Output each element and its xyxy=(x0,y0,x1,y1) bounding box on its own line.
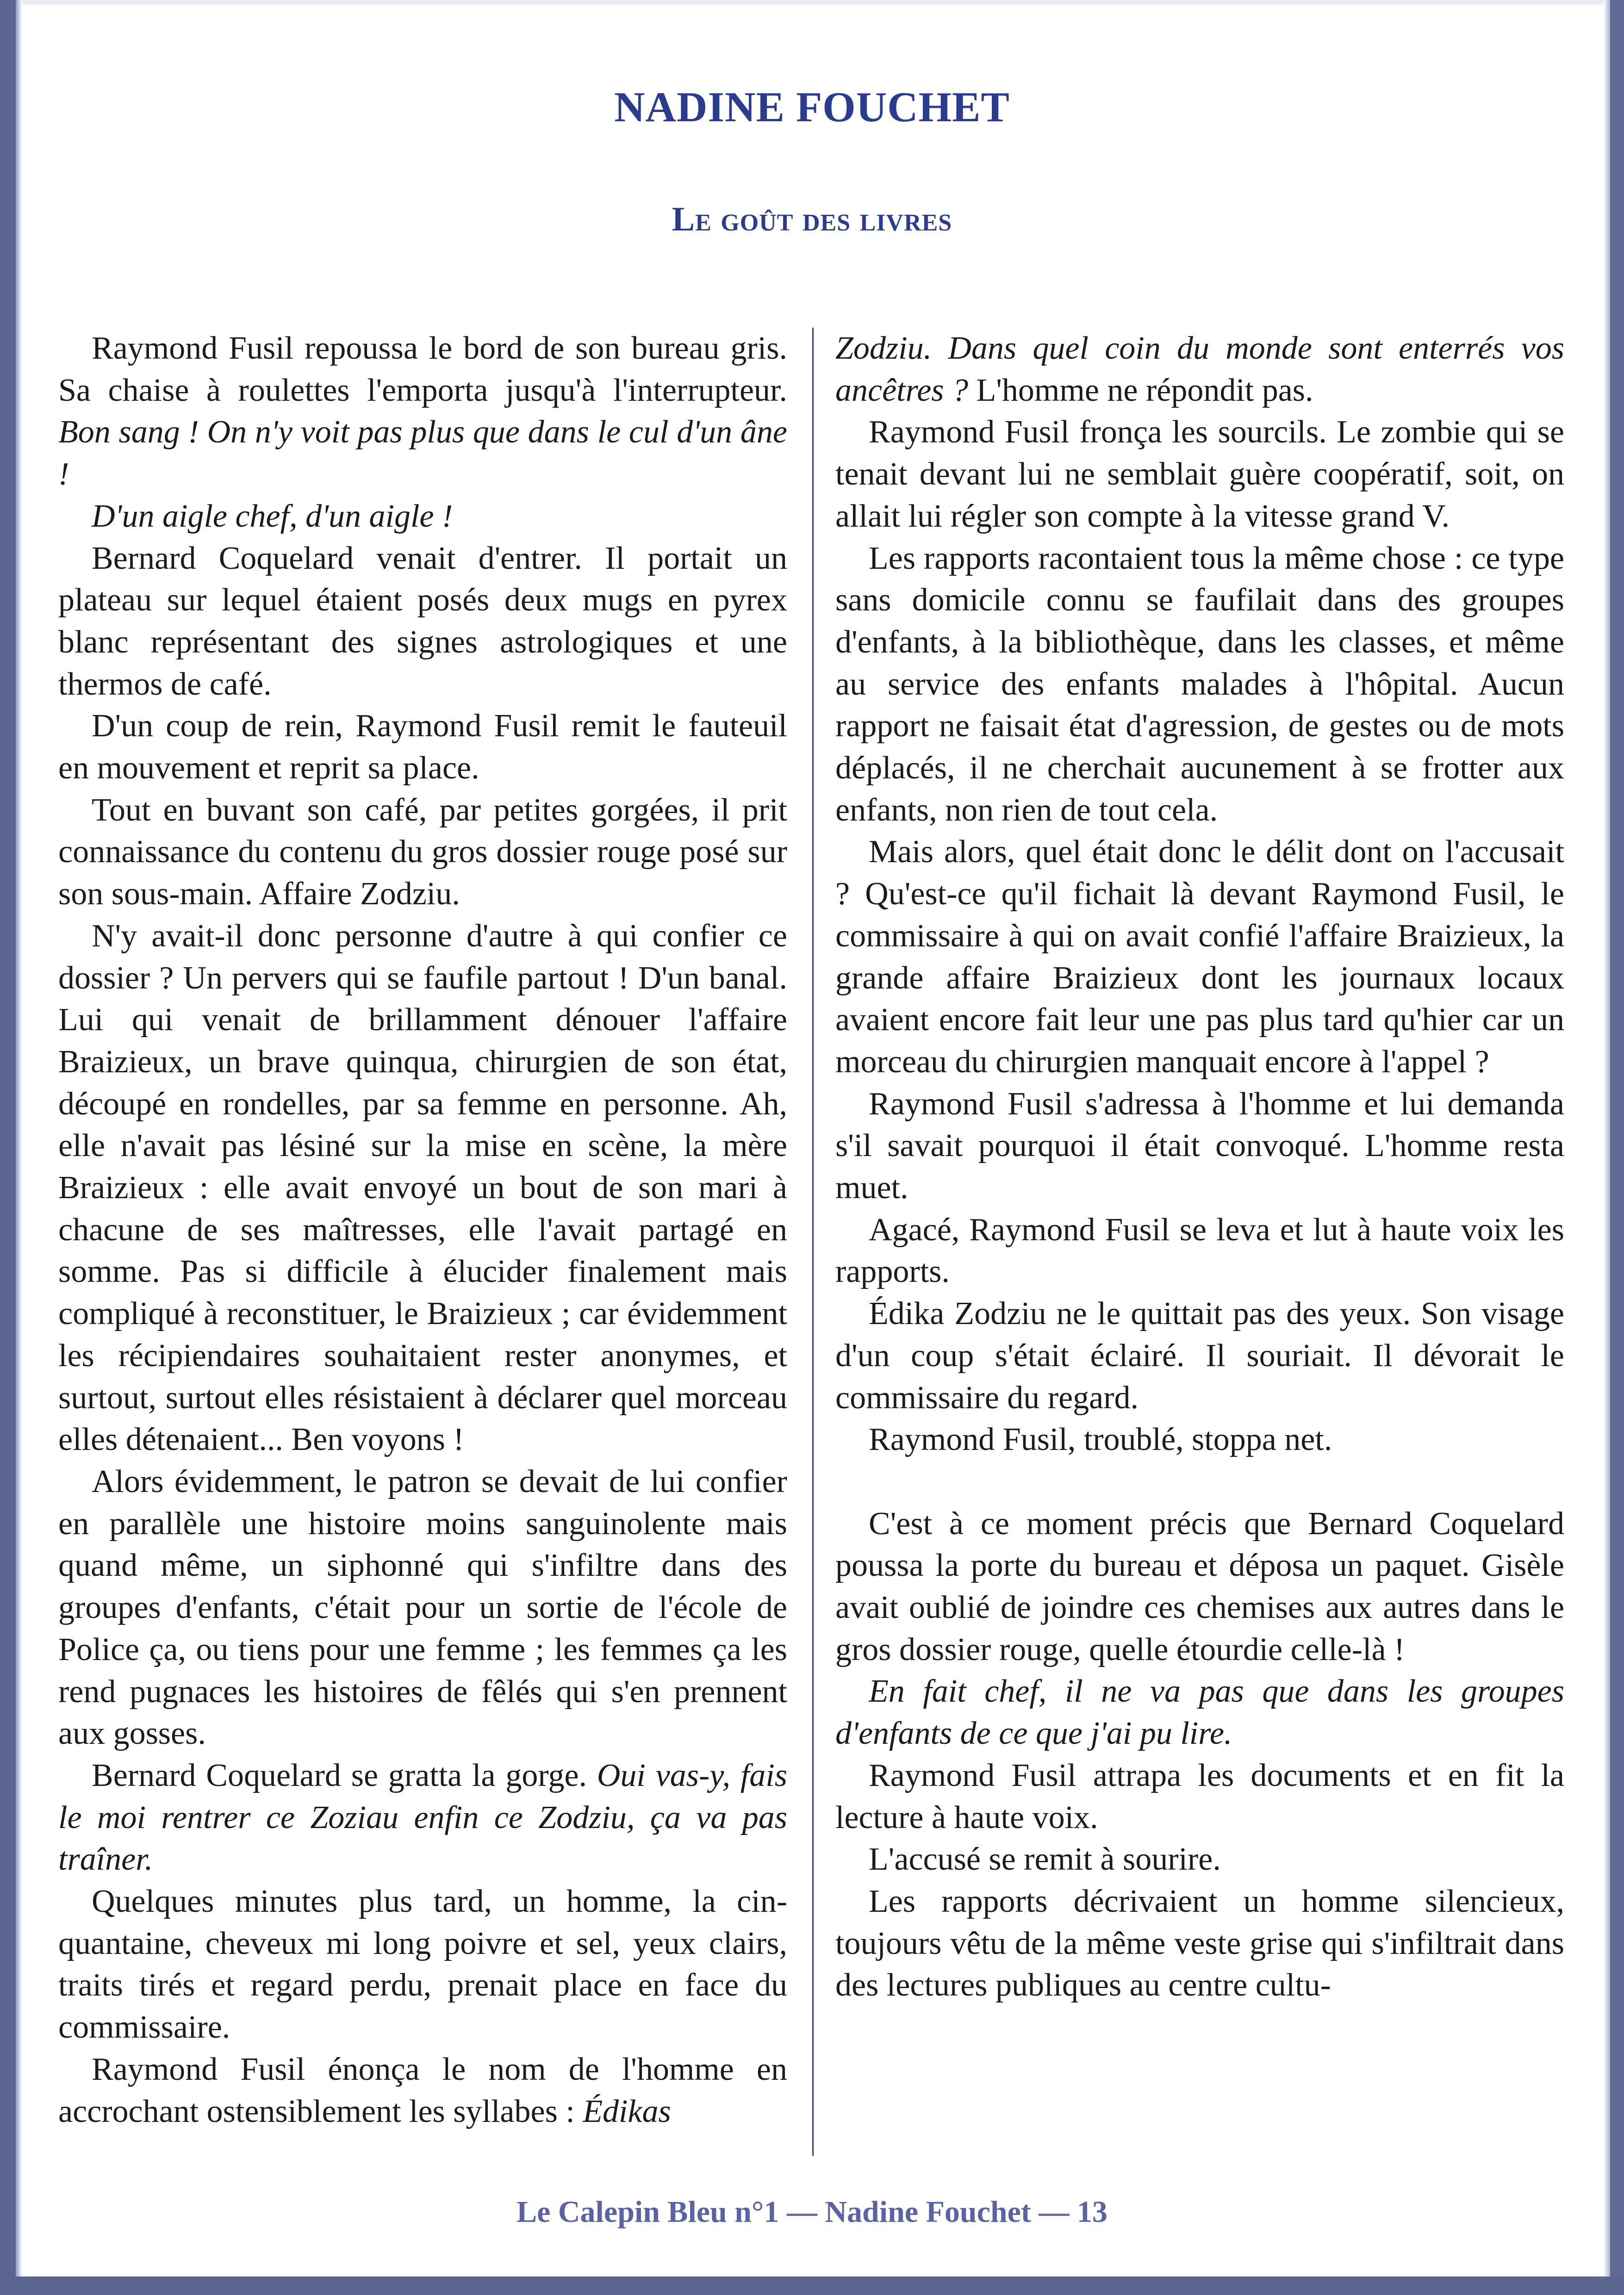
author-name: NADINE FOUCHET xyxy=(614,83,1010,131)
paragraph xyxy=(835,1461,1564,1503)
paragraph: Mais alors, quel était donc le délit dont on l'accusait ? Qu'est-ce qu'il fichait là devant Raymond Fusil, le commissaire à qui on avait confié l'affaire Braizieux, la grande affaire Braizieux dont les journaux locaux avaient encore fait leur une pas plus tard qu'hier car un morceau du chirurgien manquait encore à l'appel ? xyxy=(835,834,1564,1080)
paragraph: L'accusé se remit à sourire. xyxy=(869,1841,1221,1878)
column-divider xyxy=(812,328,814,2156)
paragraph: Agacé, Raymond Fusil se leva et lut à haute voix les rapports. xyxy=(835,1212,1564,1290)
paragraph: Zodziu. Dans quel coin du monde sont enterrés vos ancêtres ? L'homme ne répondit pas. xyxy=(835,330,1564,408)
paragraph: Raymond Fusil fronça les sourcils. Le zombie qui se tenait devant lui ne semblait guère coopératif, soit, on allait lui régler son compte à la vitesse grand V. xyxy=(835,414,1564,534)
paragraph: Les rapports racontaient tous la même chose : ce type sans domicile connu se faufilait dans des groupes d'enfants, à la bibliothèque, dans les classes, et même au service des enfants malades à l'hôpital. Aucun rapport ne faisait état d'agression, de gestes ou de mots déplacés, il ne cherchait aucunement à se frotter aux enfants, non rien de tout cela. xyxy=(835,540,1564,828)
paragraph: Tout en buvant son café, par petites gorgées, il prit connaissance du contenu du gros dossier rouge posé sur son sous-main. Affaire Zodziu. xyxy=(58,792,787,912)
paragraph: Raymond Fusil repoussa le bord de son bureau gris. Sa chaise à roulettes l'emporta jusqu'à l'interrupteur. Bon sang ! On n'y voit pas plus que dans le cul d'un âne ! xyxy=(58,330,787,492)
page-frame-left-shade xyxy=(16,0,22,2295)
paragraph: Raymond Fusil attrapa les documents et en fit la lecture à haute voix. xyxy=(835,1757,1564,1835)
paragraph: N'y avait-il donc personne d'autre à qui confier ce dossier ? Un pervers qui se faufile partout ! D'un banal. Lui qui venait de brillamment dénouer l'affaire Braizieux, un brave quinqua, chirurgien de son état, découpé en rondelles, par sa femme en personne. Ah, elle n'avait pas lésiné sur la mise en scène, la mère Braizieux : elle avait envoyé un bout de son mari à chacune de ses maîtresses, elle l'avait partagé en somme. Pas si difficile à élucider finalement mais compliqué à reconstituer, le Braizieux ; car évidemment les récipiendaires souhaitaient rester anonymes, et surtout, surtout elles résistaient à déclarer quel morceau elles détenaient... Ben voyons ! xyxy=(58,918,787,1458)
page-frame-left xyxy=(0,0,16,2295)
paragraph: Raymond Fusil énonça le nom de l'homme en accrochant ostensiblement les syllabes : Édikas xyxy=(58,2051,787,2129)
page-frame-right xyxy=(1610,0,1624,2295)
page-frame-right-shade xyxy=(1604,0,1610,2295)
paragraph: En fait chef, il ne va pas que dans les groupes d'enfants de ce que j'ai pu lire. xyxy=(835,1673,1564,1752)
paragraph: Raymond Fusil s'adressa à l'homme et lui demanda s'il savait pourquoi il était convoqué. L'homme resta muet. xyxy=(835,1086,1564,1206)
page-footer: Le Calepin Bleu n°1 — Nadine Fouchet — 13 xyxy=(516,2195,1108,2229)
paragraph: C'est à ce moment précis que Bernard Coquelard poussa la porte du bureau et déposa un paquet. Gisèle avait oublié de joindre ces chemises aux autres dans le gros dossier rouge, quelle étourdie celle-là ! xyxy=(835,1505,1564,1667)
story-title: Le goût des livres xyxy=(672,200,952,238)
paragraph: D'un aigle chef, d'un aigle ! xyxy=(92,498,453,534)
page-top-edge xyxy=(0,0,1624,5)
paragraph: Raymond Fusil, troublé, stoppa net. xyxy=(869,1422,1332,1458)
paragraph: Bernard Coquelard venait d'entrer. Il portait un plateau sur lequel étaient posés deux mugs en pyrex blanc représentant des signes astrologiques et une thermos de café. xyxy=(58,540,787,702)
page-frame-bottom xyxy=(0,2276,1624,2295)
paragraph: Bernard Coquelard se gratta la gorge. Oui vas-y, fais le moi rentrer ce Zoziau enfin ce Zodziu, ça va pas traîner. xyxy=(58,1757,788,1878)
paragraph: Quelques minutes plus tard, un homme, la cinquantaine, cheveux mi long poivre et sel, yeux clairs, traits tirés et regard perdu, prenait place en face du commissaire. xyxy=(58,1884,787,2046)
paragraph: Édika Zodziu ne le quittait pas des yeux. Son visage d'un coup s'était éclairé. Il souriait. Il dévorait le commissaire du regard. xyxy=(835,1296,1564,1416)
text-column-left xyxy=(58,328,787,2133)
paragraph: Alors évidemment, le patron se devait de lui confier en parallèle une histoire moins sanguinolente mais quand même, un siphonné qui s'infiltre dans des groupes d'enfants, c'était pour un sortie de l'école de Police ça, ou tiens pour une femme ; les femmes ça les rend pugnaces les histoires de fêlés qui s'en prennent aux gosses. xyxy=(58,1463,787,1752)
paragraph: D'un coup de rein, Raymond Fusil remit le fauteuil en mouvement et reprit sa place. xyxy=(58,708,787,786)
paragraph: Les rapports décrivaient un homme silencieux, toujours vêtu de la même veste grise qui s'infiltrait dans des lectures publiques au centre cultu- xyxy=(835,1884,1564,2003)
text-column-right xyxy=(835,328,1564,2007)
